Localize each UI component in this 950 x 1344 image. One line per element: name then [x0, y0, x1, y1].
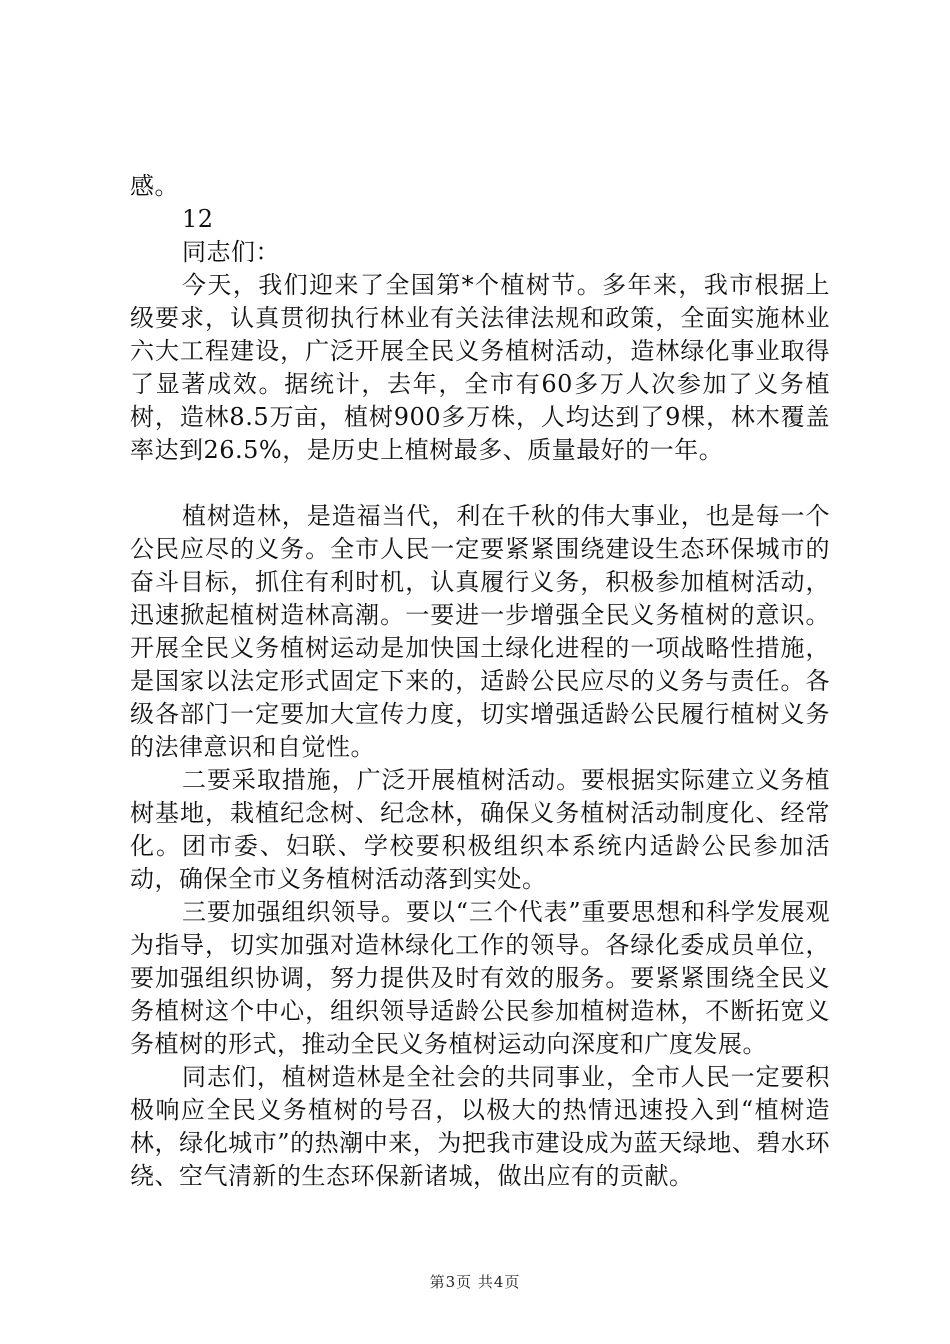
paragraph-achievements: 今天，我们迎来了全国第*个植树节。多年来，我市根据上级要求，认真贯彻执行林业有关法律法规和政策，全面实施林业六大工程建设，广泛开展全民义务植树活动，造林绿化事业取得了显著成效。据统计，去年，全市有60多万人次参加了义务植树，造林8.5万亩，植树900多万株，人均达到了9棵，林木覆盖率达到26.5%，是历史上植树最多、质量最好的一年。 — [130, 271, 830, 464]
paragraph-continuation: 感。 — [130, 172, 179, 200]
paragraph-number: 12 — [182, 205, 214, 233]
paragraph-closing: 同志们，植树造林是全社会的共同事业，全市人民一定要积极响应全民义务植树的号召，以极大的热情迅速投入到“植树造林，绿化城市”的热潮中来，为把我市建设成为蓝天绿地、碧水环绕、空气清新的生态环保新诸城，做出应有的贡献。 — [130, 1063, 830, 1190]
paragraph-measures: 二要采取措施，广泛开展植树活动。要根据实际建立义务植树基地，栽植纪念树、纪念林，确保义务植树活动制度化、经常化。团市委、妇联、学校要积极组织本系统内适龄公民参加活动，确保全市义务植树活动落到实处。 — [130, 766, 830, 893]
page-footer: 第3页 共4页 — [429, 1273, 521, 1291]
document-body — [130, 170, 830, 1193]
paragraph-duty: 植树造林，是造福当代，利在千秋的伟大事业，也是每一个公民应尽的义务。全市人民一定要紧紧围绕建设生态环保城市的奋斗目标，抓住有利时机，认真履行义务，积极参加植树活动，迅速掀起植树造林高潮。一要进一步增强全民义务植树的意识。开展全民义务植树运动是加快国土绿化进程的一项战略性措施，是国家以法定形式固定下来的，适龄公民应尽的义务与责任。各级各部门一定要加大宣传力度，切实增强适龄公民履行植树义务的法律意识和自觉性。 — [130, 502, 830, 761]
paragraph-salutation: 同志们： — [182, 238, 280, 266]
paragraph-leadership: 三要加强组织领导。要以“三个代表”重要思想和科学发展观为指导，切实加强对造林绿化工作的领导。各绿化委成员单位，要加强组织协调，努力提供及时有效的服务。要紧紧围绕全民义务植树这个中心，组织领导适龄公民参加植树造林，不断拓宽义务植树的形式，推动全民义务植树运动向深度和广度发展。 — [130, 898, 830, 1058]
